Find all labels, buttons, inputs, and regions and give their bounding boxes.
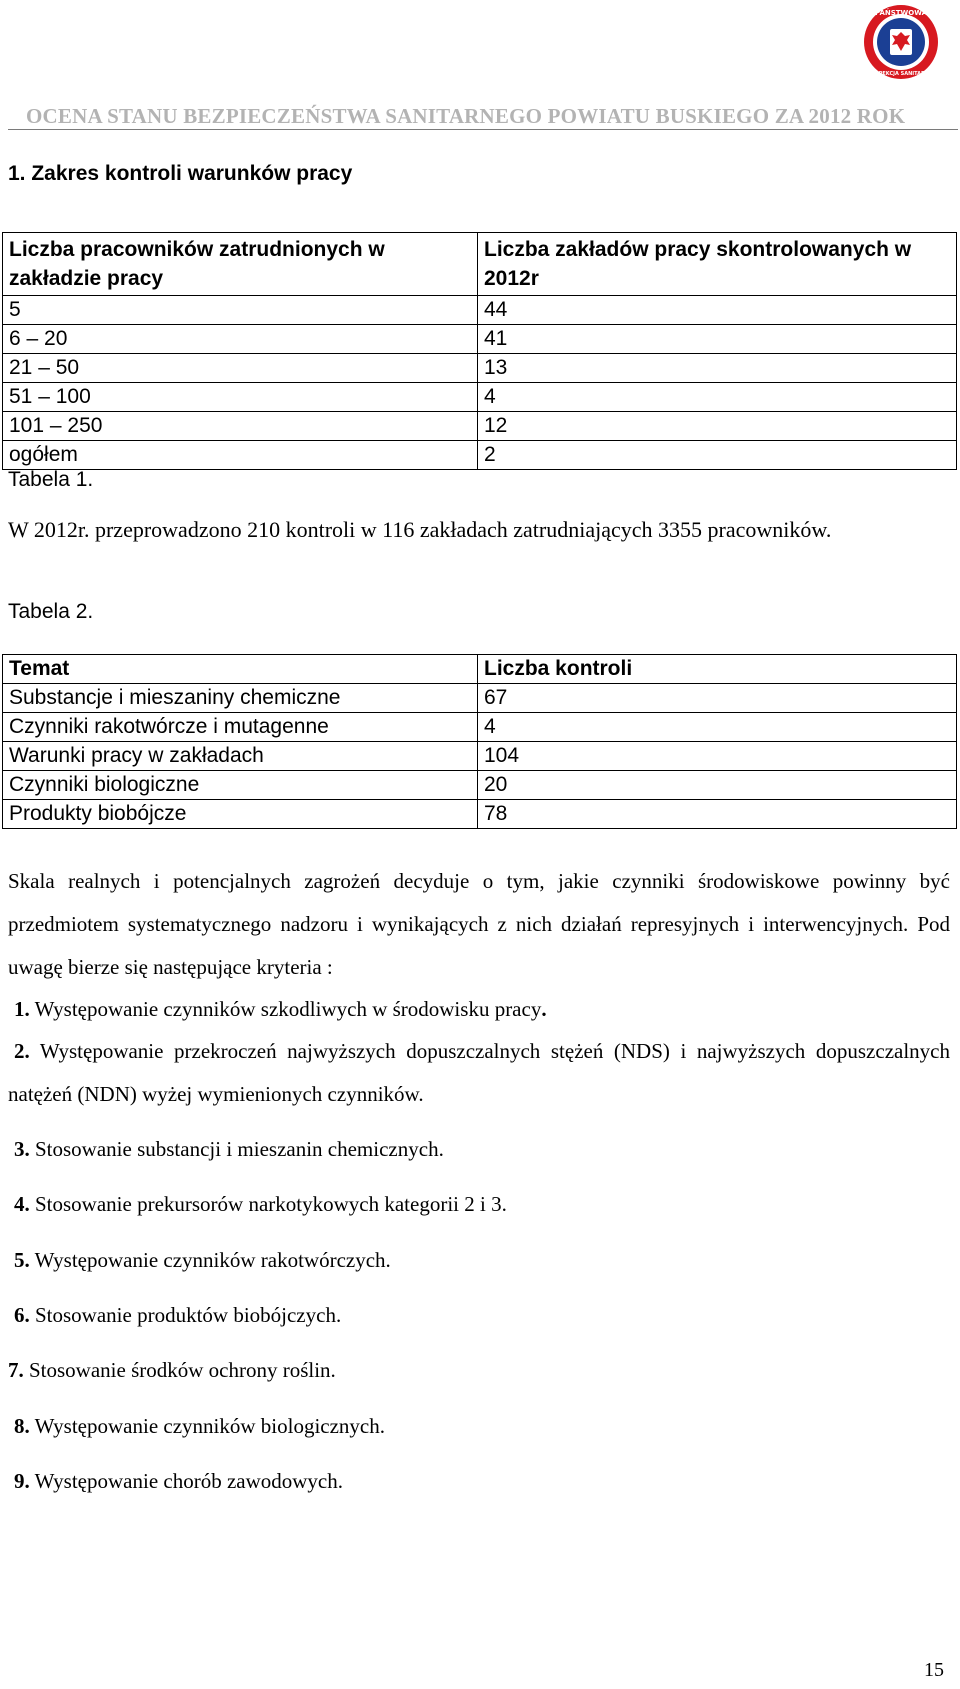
criteria-item (14, 1469, 343, 1494)
table-row (3, 800, 957, 829)
table-cell: ogółem (3, 441, 478, 470)
table-cell: 2 (478, 441, 957, 470)
criteria-number: 7. (8, 1358, 24, 1382)
table-row (3, 325, 957, 354)
header-cell: Liczba zakładów pracy skontrolowanych w 2012r (478, 233, 957, 296)
table-cell: 21 – 50 (3, 354, 478, 383)
criteria-number: 5. (14, 1248, 30, 1272)
header-cell: Liczba kontroli (478, 655, 957, 684)
table-row (3, 684, 957, 713)
table-cell: 67 (478, 684, 957, 713)
table-cell: Warunki pracy w zakładach (3, 742, 478, 771)
criteria-number: 6. (14, 1303, 30, 1327)
table-cell: Czynniki rakotwórcze i mutagenne (3, 713, 478, 742)
criteria-item (14, 1303, 341, 1328)
criteria-text: Występowanie czynników rakotwórczych. (29, 1248, 391, 1272)
criteria-number: 8. (14, 1414, 30, 1438)
criteria-text: Występowanie czynników biologicznych. (29, 1414, 386, 1438)
criteria-number: 3. (14, 1137, 30, 1161)
inspection-seal-logo (862, 3, 940, 81)
criteria-text: Występowanie przekroczeń najwyższych dopuszczalnych stężeń (NDS) i najwyższych dopuszczalnych natężeń (NDN) wyżej wymienionych czynników. (8, 1039, 950, 1106)
header-cell: Liczba pracowników zatrudnionych w zakładzie pracy (3, 233, 478, 296)
table-caption: Tabela 2. (8, 600, 94, 623)
summary-text: W 2012r. przeprowadzono 210 kontroli w 116 zakładach zatrudniających 3355 pracowników. (8, 517, 832, 542)
table-row (3, 713, 957, 742)
table-cell: 78 (478, 800, 957, 829)
table-row (3, 441, 957, 470)
table-cell: 13 (478, 354, 957, 383)
criteria-intro-paragraph: Skala realnych i potencjalnych zagrożeń decyduje o tym, jakie czynniki środowiskowe powinny być przedmiotem systematycznego nadzoru i wynikających z nich działań represyjnych i interwencyjnych. Pod uwagę bierze się następujące kryteria : (8, 869, 950, 979)
inspections-by-topic-table (2, 654, 957, 829)
criteria-item (14, 1137, 444, 1162)
criteria-text: Występowanie chorób zawodowych. (29, 1469, 344, 1493)
criteria-number: 1. (14, 997, 30, 1021)
criteria-number: 4. (14, 1192, 30, 1216)
page-number: 15 (924, 1659, 944, 1681)
criteria-text: Stosowanie produktów biobójczych. (29, 1303, 342, 1327)
table-cell: 12 (478, 412, 957, 441)
table-caption: Tabela 1. (8, 468, 94, 491)
criteria-item (8, 1030, 950, 1116)
criteria-item (14, 1414, 385, 1439)
table-row (3, 383, 957, 412)
table-row (3, 742, 957, 771)
table-cell: 101 – 250 (3, 412, 478, 441)
header-cell: Temat (3, 655, 478, 684)
criteria-item (14, 1192, 507, 1217)
table-cell: 41 (478, 325, 957, 354)
table-cell: Produkty biobójcze (3, 800, 478, 829)
criteria-text: Stosowanie substancji i mieszanin chemicznych. (29, 1137, 444, 1161)
seal-icon (862, 3, 940, 81)
criteria-number: 2. (14, 1039, 30, 1063)
criteria-item (14, 997, 547, 1022)
table-row (3, 771, 957, 800)
table-header-row (3, 233, 957, 296)
table-cell: 104 (478, 742, 957, 771)
table-cell: 5 (3, 296, 478, 325)
report-header-title: OCENA STANU BEZPIECZEŃSTWA SANITARNEGO POWIATU BUSKIEGO ZA 2012 ROK (26, 104, 906, 128)
svg-text:PAŃSTWOWA: PAŃSTWOWA (874, 9, 928, 17)
criteria-item (14, 1248, 391, 1273)
table-row (3, 296, 957, 325)
table-cell: Substancje i mieszaniny chemiczne (3, 684, 478, 713)
table-cell: 6 – 20 (3, 325, 478, 354)
header-divider (8, 129, 958, 130)
criteria-number: 9. (14, 1469, 30, 1493)
table-row (3, 412, 957, 441)
table-header-row (3, 655, 957, 684)
criteria-suffix: . (541, 997, 547, 1021)
criteria-text: Stosowanie prekursorów narkotykowych kategorii 2 i 3. (29, 1192, 507, 1216)
workplaces-table (2, 232, 957, 470)
table-cell: Czynniki biologiczne (3, 771, 478, 800)
table-cell: 51 – 100 (3, 383, 478, 412)
table-cell: 44 (478, 296, 957, 325)
criteria-text: Występowanie czynników szkodliwych w środowisku pracy (29, 997, 542, 1021)
svg-text:INSPEKCJA SANITARNA: INSPEKCJA SANITARNA (869, 71, 933, 77)
criteria-text: Stosowanie środków ochrony roślin. (23, 1358, 336, 1382)
criteria-item (8, 1358, 336, 1383)
table-cell: 4 (478, 383, 957, 412)
table-cell: 4 (478, 713, 957, 742)
table-row (3, 354, 957, 383)
section-title: 1. Zakres kontroli warunków pracy (8, 162, 353, 185)
table-cell: 20 (478, 771, 957, 800)
